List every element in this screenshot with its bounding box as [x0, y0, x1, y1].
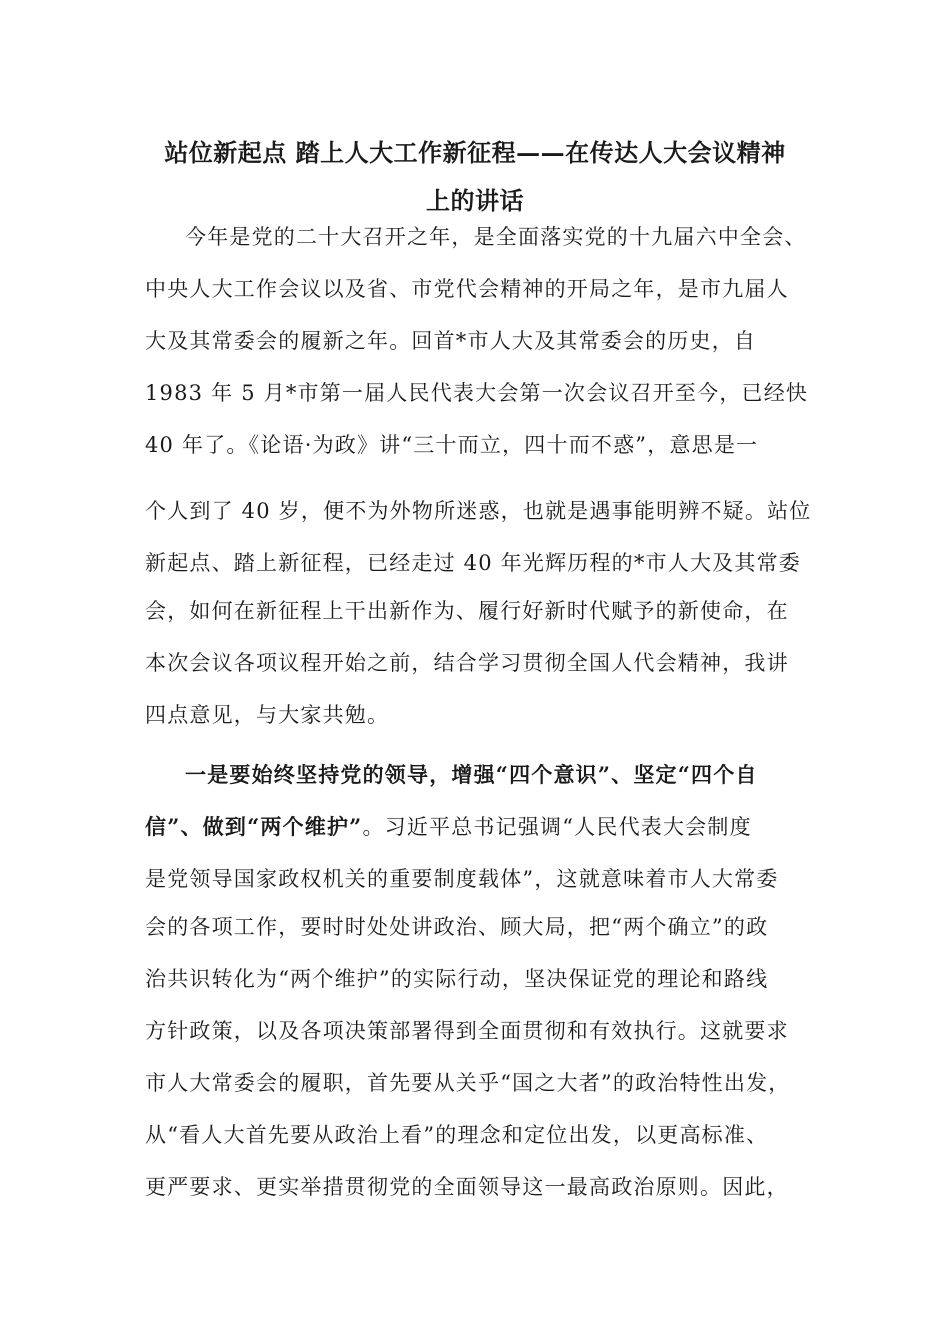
paragraph-1-line: 四点意见，与大家共勉。	[145, 703, 390, 727]
paragraph-2-line: 从“看人大首先要从政治上看”的理念和定位出发，以更高标准、	[145, 1123, 769, 1147]
paragraph-2-line: 市人大常委会的履职，首先要从关乎“国之大者”的政治特性出发，	[145, 1071, 791, 1095]
paragraph-1-line: 大及其常委会的履新之年。回首*市人大及其常委会的历史，自	[145, 329, 757, 353]
paragraph-1-line: 新起点、踏上新征程，已经走过 40 年光辉历程的*市人大及其常委	[145, 551, 801, 575]
paragraph-1-line: 中央人大工作会议以及省、市党代会精神的开局之年，是市九届人	[145, 277, 789, 301]
paragraph-2-line	[145, 812, 752, 842]
document-title-line-2: 上的讲话	[426, 186, 524, 215]
paragraph-2-line: 会的各项工作，要时时处处讲政治、顾大局，把“两个确立”的政	[145, 915, 769, 939]
paragraph-1-line: 40 年了。《论语·为政》讲“三十而立，四十而不惑”，意思是一	[145, 433, 759, 457]
paragraph-1-line: 个人到了 40 岁，便不为外物所迷惑，也就是遇事能明辨不疑。站位	[145, 499, 812, 523]
paragraph-2-text: 。习近平总书记强调“人民代表大会制度	[362, 815, 752, 839]
paragraph-2-heading-end: 信”、做到“两个维护”	[145, 814, 363, 839]
document-title-line-1: 站位新起点 踏上人大工作新征程——在传达人大会议精神	[164, 138, 786, 167]
paragraph-1-line: 今年是党的二十大召开之年，是全面落实党的十九届六中全会、	[185, 225, 807, 249]
paragraph-2-line: 方针政策，以及各项决策部署得到全面贯彻和有效执行。这就要求	[145, 1019, 789, 1043]
paragraph-1-line: 1983 年 5 月*市第一届人民代表大会第一次会议召开至今，已经快	[145, 381, 809, 405]
paragraph-1-line: 会，如何在新征程上干出新作为、履行好新时代赋予的新使命，在	[145, 599, 789, 623]
paragraph-2-line: 是党领导国家政权机关的重要制度载体”，这就意味着市人大常委	[145, 867, 779, 891]
paragraph-2-heading: 一是要始终坚持党的领导，增强“四个意识”、坚定“四个自	[185, 762, 758, 787]
paragraph-2-line: 更严要求、更实举措贯彻党的全面领导这一最高政治原则。因此，	[145, 1175, 789, 1199]
paragraph-1-line: 本次会议各项议程开始之前，结合学习贯彻全国人代会精神，我讲	[145, 651, 789, 675]
paragraph-2-line: 治共识转化为“两个维护”的实际行动，坚决保证党的理论和路线	[145, 967, 769, 991]
